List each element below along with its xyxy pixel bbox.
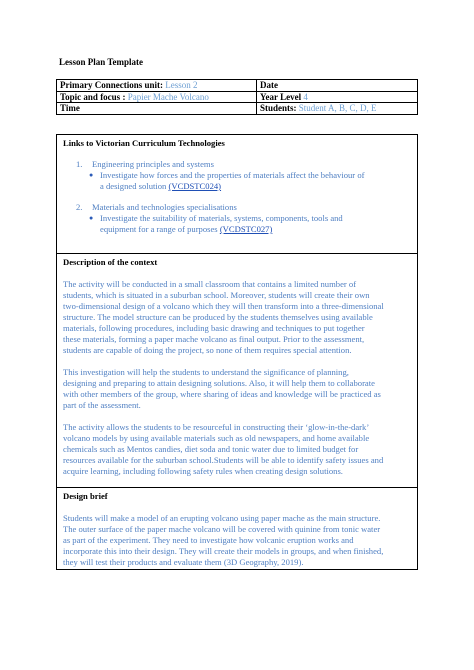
curriculum-item-2	[63, 202, 411, 213]
brief-row	[57, 488, 418, 570]
lesson-header-table	[56, 79, 418, 115]
text-line: This investigation will help the students to understand the significance of planning,	[63, 367, 349, 377]
students-value: Student A, B, C, D, E	[298, 103, 377, 113]
students-cell	[257, 103, 418, 115]
text-line: materials, following procedures, including basic drawing and techniques to put together	[63, 323, 365, 333]
unit-label: Primary Connections unit:	[60, 80, 163, 90]
year-cell	[257, 91, 418, 103]
unit-cell	[57, 80, 257, 92]
context-row	[57, 254, 418, 488]
curriculum-item-1	[63, 159, 411, 170]
item-title: Materials and technologies specialisations	[92, 202, 237, 212]
year-label: Year Level	[260, 91, 302, 102]
document-title: Lesson Plan Template	[59, 57, 144, 67]
bullet-line: Investigate how forces and the properties of materials affect the behaviour of	[100, 170, 365, 180]
item-number: 1.	[76, 159, 83, 169]
time-cell	[57, 103, 257, 115]
topic-label: Topic and focus :	[60, 91, 126, 102]
topic-value: Papier Mache Volcano	[127, 91, 209, 102]
text-line: part of the assessment.	[63, 400, 141, 410]
text-line: they will test their products and evaluate them (3D Geography, 2019).	[63, 557, 304, 567]
table-row	[57, 91, 418, 103]
context-paragraph-3	[63, 422, 411, 477]
context-paragraph-2	[63, 367, 411, 411]
table-row	[57, 103, 418, 115]
text-line: Students will make a model of an erupting volcano using paper mache as the main structure.	[63, 513, 381, 523]
context-paragraph-1	[63, 279, 411, 356]
text-line: incorporate this into their design. They will create their models in groups, and when finished,	[63, 546, 384, 556]
text-line: designing and preparing to attain designing solutions. Also, it will help them to collaborate	[63, 378, 375, 388]
curriculum-bullet-1	[63, 170, 411, 192]
brief-paragraph	[63, 513, 411, 568]
bullet-line: Investigate the suitability of materials, systems, components, tools and	[100, 213, 343, 223]
brief-heading: Design brief	[63, 491, 108, 501]
bullet-icon: ●	[89, 171, 94, 179]
context-cell	[57, 254, 418, 488]
text-line: these materials, forming a paper mache volcano as final output. Prior to the assessment,	[63, 334, 365, 344]
date-label: Date	[260, 80, 278, 90]
curriculum-row	[57, 135, 418, 254]
students-label: Students:	[260, 103, 297, 113]
text-line: acquire learning, including following safety rules when creating design solutions.	[63, 466, 343, 476]
text-line: two-dimensional design of a volcano which they will then transform into a three-dimensional	[63, 301, 384, 311]
curriculum-code-link[interactable]: (VCDSTC024)	[168, 181, 222, 191]
lesson-body-table	[56, 134, 418, 570]
curriculum-code-link[interactable]: (VCDSTC027)	[219, 224, 273, 234]
text-line: students are capable of doing the project, so none of them requires special attention.	[63, 345, 352, 355]
text-line: The activity will be conducted in a small classroom that contains a limited number of	[63, 279, 357, 289]
bullet-line: equipment for a range of purposes	[100, 224, 218, 234]
text-line: volcano models by using available materials such as old newspapers, and home available	[63, 433, 370, 443]
curriculum-cell	[57, 135, 418, 254]
year-value: 4	[303, 91, 308, 102]
date-cell	[257, 80, 418, 92]
text-line: The outer surface of the paper mache volcano will be covered with quinine from tonic water	[63, 524, 381, 534]
table-row	[57, 80, 418, 92]
text-line: as part of the experiment. They need to investigate how volcanic eruption works and	[63, 535, 354, 545]
time-label: Time	[60, 103, 80, 113]
bullet-icon: ●	[89, 214, 94, 222]
text-line: structure. The model structure can be produced by the students themselves using available	[63, 312, 373, 322]
curriculum-heading: Links to Victorian Curriculum Technologies	[63, 138, 225, 148]
context-heading: Description of the context	[63, 257, 158, 267]
unit-value: Lesson 2	[165, 80, 198, 90]
text-line: The activity allows the students to be resourceful in constructing their ‘glow-in-the-dark’	[63, 422, 370, 432]
topic-cell	[57, 91, 257, 103]
text-line: chemicals such as Mentos candies, diet soda and tonic water due to limited budget for	[63, 444, 359, 454]
curriculum-bullet-2	[63, 213, 411, 235]
item-number: 2.	[76, 202, 83, 212]
text-line: with other members of the group, where sharing of ideas and knowledge will be practiced as	[63, 389, 381, 399]
bullet-line: a designed solution	[100, 181, 167, 191]
item-title: Engineering principles and systems	[92, 159, 214, 169]
text-line: resources available for the suburban school.Students will be able to identify safety issues and	[63, 455, 384, 465]
text-line: students, which is situated in a suburban school. Moreover, students will create their own	[63, 290, 370, 300]
brief-cell	[57, 488, 418, 570]
